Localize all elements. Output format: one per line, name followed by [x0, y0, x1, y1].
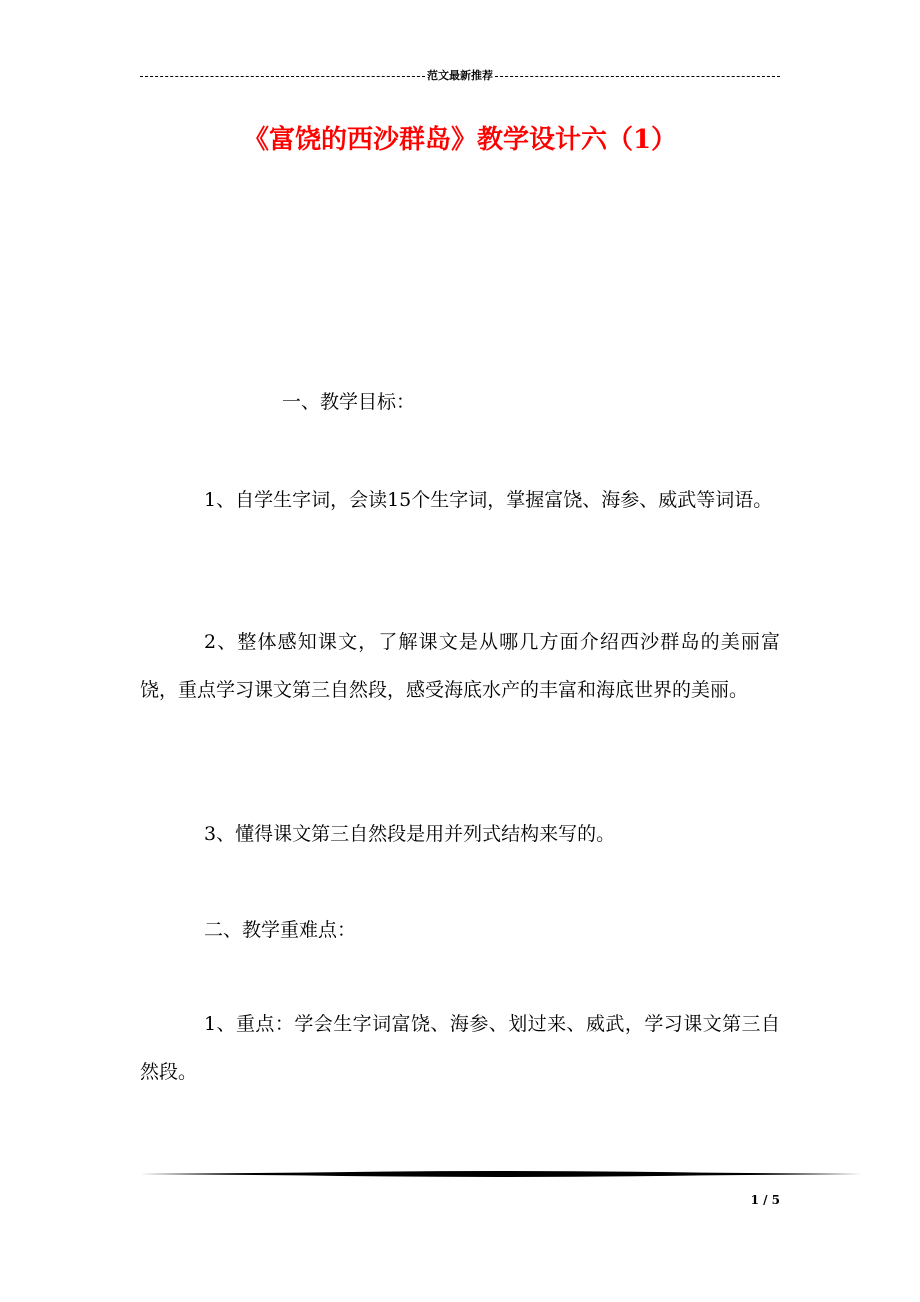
section-heading-objectives: 一、教学目标： [282, 391, 416, 413]
document-title: 《富饶的西沙群岛》教学设计六（1） [242, 125, 678, 155]
header-dash-left [140, 76, 425, 77]
page-number: 1 / 5 [750, 1193, 780, 1207]
paragraph-key-point-1: 1、重点：学会生字词富饶、海参、划过来、威武，学习课文第三自然段。 [140, 1013, 780, 1083]
paragraph-objective-2: 2、整体感知课文，了解课文是从哪几方面介绍西沙群岛的美丽富饶，重点学习课文第三自然段，感受海底水产的丰富和海底世界的美丽。 [140, 631, 780, 701]
footer-divider [140, 1168, 862, 1180]
page-header [140, 68, 780, 84]
header-dash-right [495, 76, 780, 77]
paragraph-objective-3: 3、懂得课文第三自然段是用并列式结构来写的。 [204, 823, 616, 845]
section-heading-key-points: 二、教学重难点： [204, 919, 357, 941]
header-label: 范文最新推荐 [427, 69, 493, 82]
paragraph-objective-1: 1、自学生字词，会读15个生字词，掌握富饶、海参、威武等词语。 [204, 489, 773, 511]
